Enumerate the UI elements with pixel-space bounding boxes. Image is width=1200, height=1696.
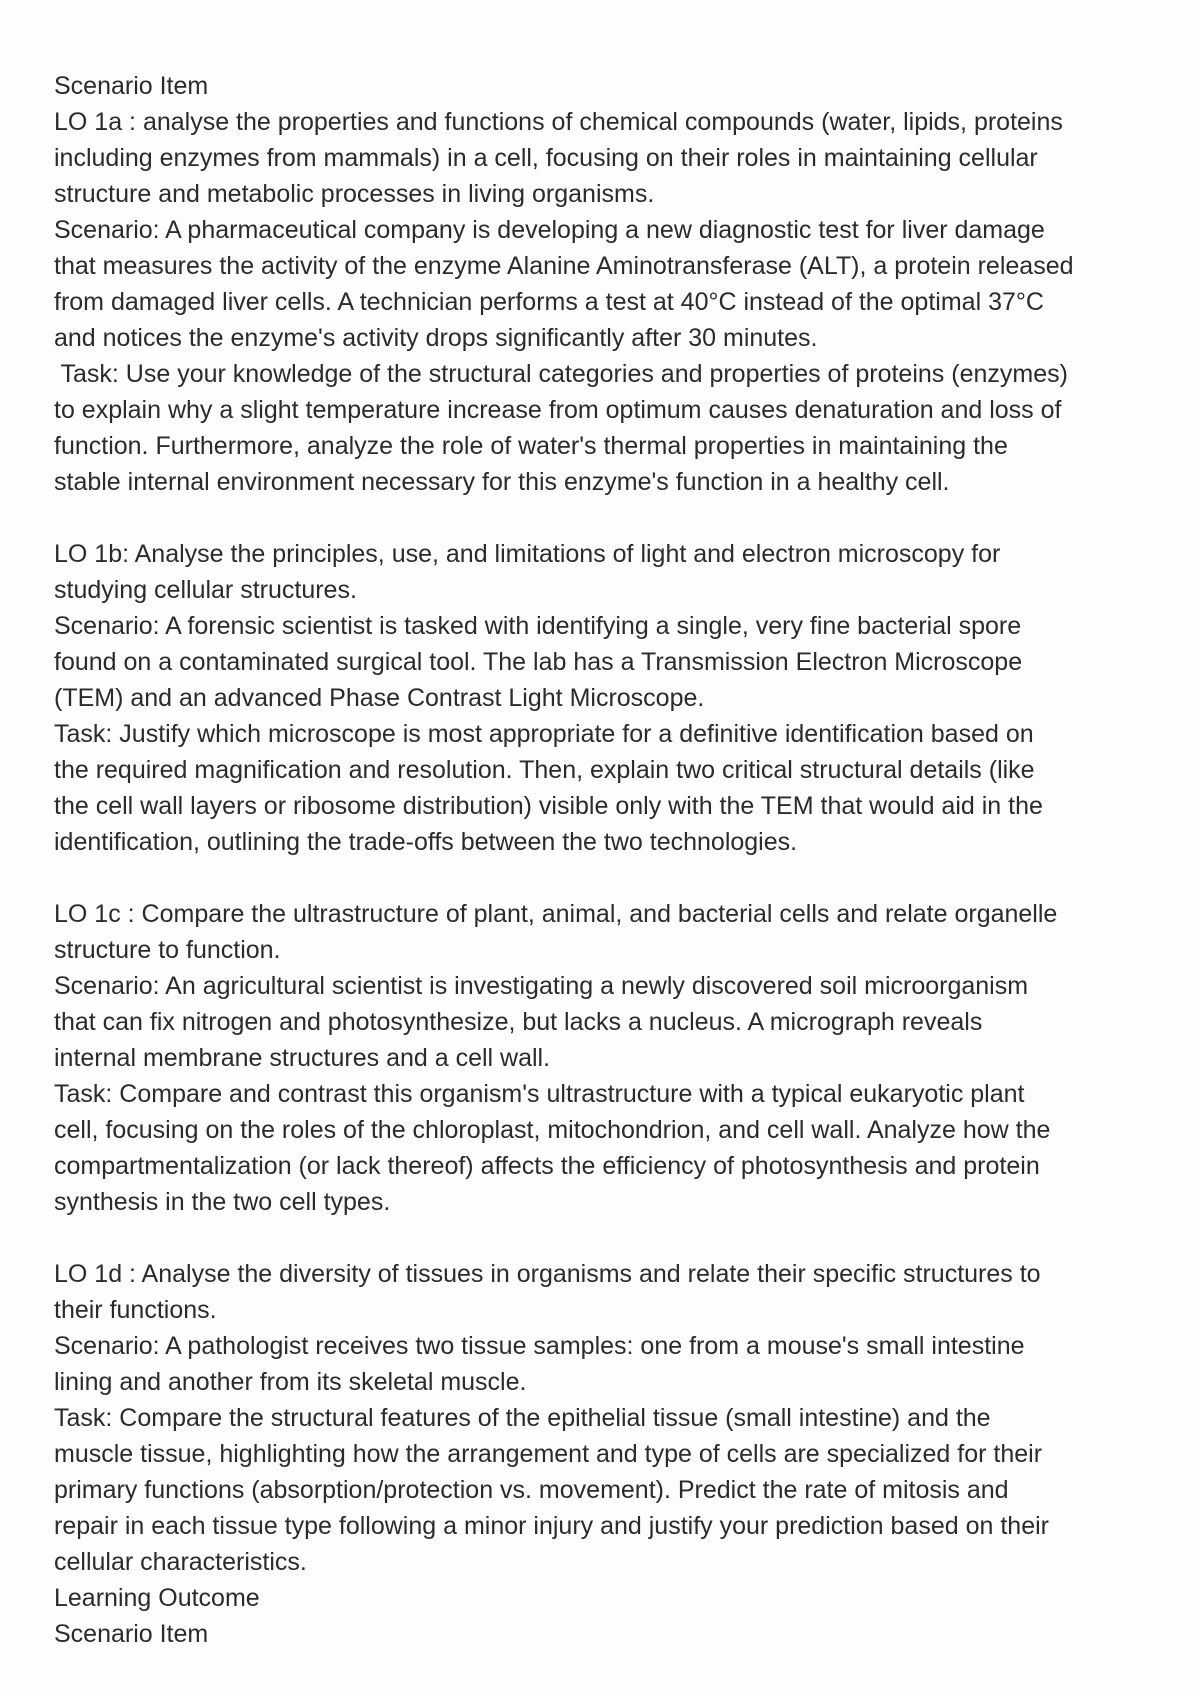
text-line: that measures the activity of the enzyme Alanine Aminotransferase (ALT), a protein released	[54, 252, 1074, 280]
text-line: lining and another from its skeletal muscle.	[54, 1368, 527, 1396]
document-page	[54, 68, 1164, 1652]
text-line: the required magnification and resolution. Then, explain two critical structural details (like	[54, 756, 1035, 784]
text-line: LO 1c : Compare the ultrastructure of plant, animal, and bacterial cells and relate organelle	[54, 900, 1058, 928]
text-line: found on a contaminated surgical tool. The lab has a Transmission Electron Microscope	[54, 648, 1023, 676]
lo-section	[54, 1256, 1164, 1580]
text-line: Task: Compare the structural features of the epithelial tissue (small intestine) and the	[54, 1404, 991, 1432]
text-line: LO 1a : analyse the properties and functions of chemical compounds (water, lipids, proteins	[54, 108, 1063, 136]
paragraph-gap	[54, 500, 1164, 536]
footer-line: Scenario Item	[54, 1620, 209, 1648]
footer-line: Learning Outcome	[54, 1584, 260, 1612]
text-line: Scenario: A pharmaceutical company is developing a new diagnostic test for liver damage	[54, 216, 1045, 244]
text-line: function. Furthermore, analyze the role of water's thermal properties in maintaining the	[54, 432, 1008, 460]
text-line: stable internal environment necessary for this enzyme's function in a healthy cell.	[54, 468, 950, 496]
text-line: cell, focusing on the roles of the chloroplast, mitochondrion, and cell wall. Analyze how the	[54, 1116, 1051, 1144]
document-footer	[54, 1580, 1164, 1652]
text-line: to explain why a slight temperature increase from optimum causes denaturation and loss of	[54, 396, 1062, 424]
text-line: repair in each tissue type following a minor injury and justify your prediction based on their	[54, 1512, 1049, 1540]
text-line: structure and metabolic processes in living organisms.	[54, 180, 655, 208]
text-line: Scenario: A pathologist receives two tissue samples: one from a mouse's small intestine	[54, 1332, 1025, 1360]
text-line: and notices the enzyme's activity drops significantly after 30 minutes.	[54, 324, 818, 352]
text-line: Task: Use your knowledge of the structural categories and properties of proteins (enzymes)	[54, 360, 1068, 388]
text-line: that can fix nitrogen and photosynthesize, but lacks a nucleus. A micrograph reveals	[54, 1008, 983, 1036]
document-header: Scenario Item	[54, 72, 209, 100]
text-line: (TEM) and an advanced Phase Contrast Light Microscope.	[54, 684, 705, 712]
text-line: the cell wall layers or ribosome distribution) visible only with the TEM that would aid in the	[54, 792, 1043, 820]
text-line: primary functions (absorption/protection vs. movement). Predict the rate of mitosis and	[54, 1476, 1009, 1504]
text-line: Task: Justify which microscope is most appropriate for a definitive identification based on	[54, 720, 1034, 748]
text-line: Scenario: An agricultural scientist is investigating a newly discovered soil microorganism	[54, 972, 1029, 1000]
text-line: studying cellular structures.	[54, 576, 357, 604]
text-line: compartmentalization (or lack thereof) affects the efficiency of photosynthesis and protein	[54, 1152, 1040, 1180]
text-line: cellular characteristics.	[54, 1548, 307, 1576]
text-line: LO 1b: Analyse the principles, use, and limitations of light and electron microscopy for	[54, 540, 1001, 568]
text-line: structure to function.	[54, 936, 281, 964]
paragraph-gap	[54, 860, 1164, 896]
text-line: identification, outlining the trade-offs between the two technologies.	[54, 828, 798, 856]
text-line: LO 1d : Analyse the diversity of tissues in organisms and relate their specific structures to	[54, 1260, 1041, 1288]
text-line: Scenario: A forensic scientist is tasked with identifying a single, very fine bacterial spore	[54, 612, 1022, 640]
document-sections	[54, 104, 1164, 1580]
text-line: synthesis in the two cell types.	[54, 1188, 391, 1216]
text-line: internal membrane structures and a cell wall.	[54, 1044, 551, 1072]
lo-section	[54, 104, 1164, 500]
paragraph-gap	[54, 1220, 1164, 1256]
text-line: from damaged liver cells. A technician performs a test at 40°C instead of the optimal 37°C	[54, 288, 1044, 316]
text-line: Task: Compare and contrast this organism's ultrastructure with a typical eukaryotic plant	[54, 1080, 1025, 1108]
text-line: muscle tissue, highlighting how the arrangement and type of cells are specialized for their	[54, 1440, 1043, 1468]
text-line: their functions.	[54, 1296, 217, 1324]
text-line: including enzymes from mammals) in a cell, focusing on their roles in maintaining cellular	[54, 144, 1038, 172]
lo-section	[54, 896, 1164, 1220]
lo-section	[54, 536, 1164, 860]
